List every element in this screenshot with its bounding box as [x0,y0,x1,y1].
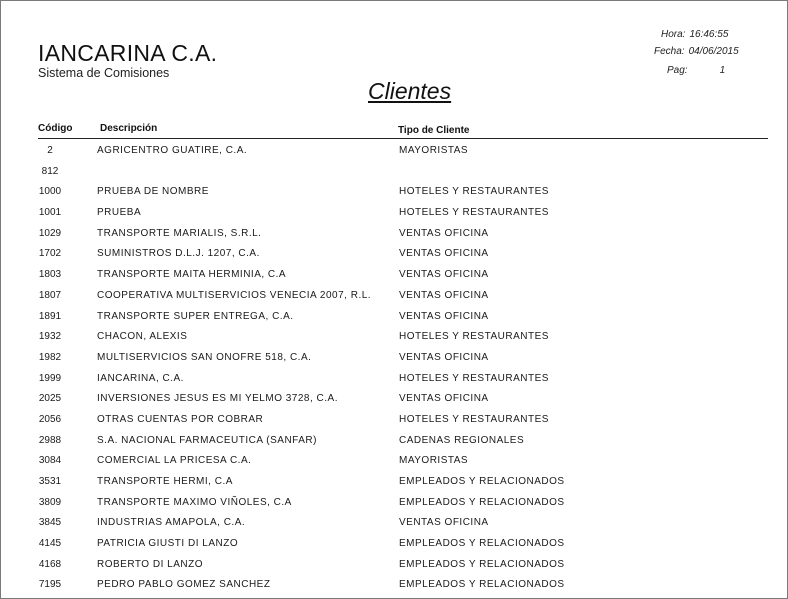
cell-tipo: EMPLEADOS Y RELACIONADOS [399,579,565,591]
cell-descripcion: INDUSTRIAS AMAPOLA, C.A. [97,517,246,529]
table-row [0,307,788,328]
hora-value: 16:46:55 [689,29,729,40]
table-row [0,182,788,203]
hora-label: Hora: [661,29,686,40]
cell-tipo: EMPLEADOS Y RELACIONADOS [399,496,565,508]
fecha-value: 04/06/2015 [688,46,739,57]
cell-tipo: VENTAS OFICINA [399,393,489,405]
cell-tipo: VENTAS OFICINA [399,289,489,301]
cell-tipo: VENTAS OFICINA [399,269,489,281]
cell-tipo: VENTAS OFICINA [399,227,489,239]
column-header-descripcion: Descripción [100,123,158,134]
cell-codigo: 1029 [38,227,62,239]
cell-descripcion: TRANSPORTE MARIALIS, S.R.L. [97,227,262,239]
pag-value: 1 [719,65,726,76]
table-row [0,431,788,452]
column-header-codigo: Código [38,123,73,134]
cell-descripcion: PEDRO PABLO GOMEZ SANCHEZ [97,579,271,591]
table-row [0,534,788,555]
client-table [0,141,788,596]
cell-codigo: 1982 [38,351,62,363]
cell-tipo: EMPLEADOS Y RELACIONADOS [399,538,565,550]
cell-descripcion: PRUEBA [97,207,142,219]
cell-descripcion: CHACON, ALEXIS [97,331,188,343]
table-row [0,410,788,431]
cell-codigo: 3845 [38,517,62,529]
table-row [0,575,788,596]
table-row [0,224,788,245]
cell-tipo: VENTAS OFICINA [399,310,489,322]
cell-descripcion: PRUEBA DE NOMBRE [97,186,209,198]
cell-descripcion: IANCARINA, C.A. [97,372,184,384]
cell-codigo: 1001 [38,207,62,219]
cell-tipo: VENTAS OFICINA [399,248,489,260]
table-row [0,327,788,348]
cell-codigo: 4168 [38,558,62,570]
cell-descripcion: SUMINISTROS D.L.J. 1207, C.A. [97,248,260,260]
cell-descripcion: MULTISERVICIOS SAN ONOFRE 518, C.A. [97,351,312,363]
cell-codigo: 1807 [38,289,62,301]
table-row [0,348,788,369]
report-title: Clientes [368,78,452,104]
cell-tipo: HOTELES Y RESTAURANTES [399,331,549,343]
cell-codigo: 1891 [38,310,62,322]
table-row [0,203,788,224]
table-row [0,451,788,472]
report-page [667,65,725,76]
cell-descripcion: TRANSPORTE HERMI, C.A [97,476,233,487]
company-name: IANCARINA C.A. [38,40,218,66]
table-row [0,493,788,514]
cell-codigo: 1999 [38,372,62,384]
fecha-label: Fecha: [654,46,685,57]
table-row [0,555,788,576]
cell-tipo: VENTAS OFICINA [399,351,489,363]
cell-descripcion: COMERCIAL LA PRICESA C.A. [97,455,252,467]
cell-tipo: HOTELES Y RESTAURANTES [399,207,549,219]
table-row [0,472,788,493]
cell-codigo: 2056 [38,413,62,425]
cell-descripcion: TRANSPORTE MAXIMO VIÑOLES, C.A [97,496,292,508]
cell-descripcion: TRANSPORTE SUPER ENTREGA, C.A. [97,310,294,322]
cell-codigo: 3531 [38,476,62,487]
table-row [0,162,788,183]
table-row [0,244,788,265]
cell-tipo: EMPLEADOS Y RELACIONADOS [399,558,565,570]
cell-descripcion: INVERSIONES JESUS ES MI YELMO 3728, C.A. [97,393,339,405]
header-rule [38,138,768,139]
cell-descripcion: OTRAS CUENTAS POR COBRAR [97,413,264,425]
cell-codigo: 812 [41,165,59,177]
cell-codigo: 2988 [38,434,62,446]
cell-descripcion: COOPERATIVA MULTISERVICIOS VENECIA 2007, R.L. [97,289,372,301]
cell-descripcion: TRANSPORTE MAITA HERMINIA, C.A [97,269,287,281]
cell-codigo: 2025 [38,393,62,405]
cell-codigo: 7195 [38,579,62,591]
cell-tipo: MAYORISTAS [399,455,469,467]
cell-codigo: 1000 [38,186,62,198]
table-row [0,265,788,286]
table-row [0,513,788,534]
table-row [0,389,788,410]
cell-codigo: 4145 [38,538,62,550]
cell-descripcion: AGRICENTRO GUATIRE, C.A. [97,145,248,156]
cell-codigo: 3084 [38,455,62,467]
table-row [0,286,788,307]
cell-codigo: 2 [47,145,53,156]
cell-codigo: 1803 [38,269,62,281]
pag-label: Pag: [667,65,688,76]
cell-tipo: MAYORISTAS [399,145,469,156]
table-row [0,369,788,390]
cell-descripcion: PATRICIA GIUSTI DI LANZO [97,538,239,550]
column-header-tipo: Tipo de Cliente [398,125,470,136]
cell-tipo: VENTAS OFICINA [399,517,489,529]
cell-descripcion: S.A. NACIONAL FARMACEUTICA (SANFAR) [97,434,317,446]
cell-descripcion: ROBERTO DI LANZO [97,558,203,570]
report-time [661,29,728,40]
cell-tipo: HOTELES Y RESTAURANTES [399,413,549,425]
cell-tipo: HOTELES Y RESTAURANTES [399,372,549,384]
cell-codigo: 1932 [38,331,62,343]
cell-tipo: CADENAS REGIONALES [399,434,525,446]
report-date [654,46,739,57]
cell-tipo: EMPLEADOS Y RELACIONADOS [399,476,565,487]
table-row [0,141,788,162]
cell-tipo: HOTELES Y RESTAURANTES [399,186,549,198]
system-name: Sistema de Comisiones [38,66,170,80]
cell-codigo: 1702 [38,248,62,260]
cell-codigo: 3809 [38,496,62,508]
